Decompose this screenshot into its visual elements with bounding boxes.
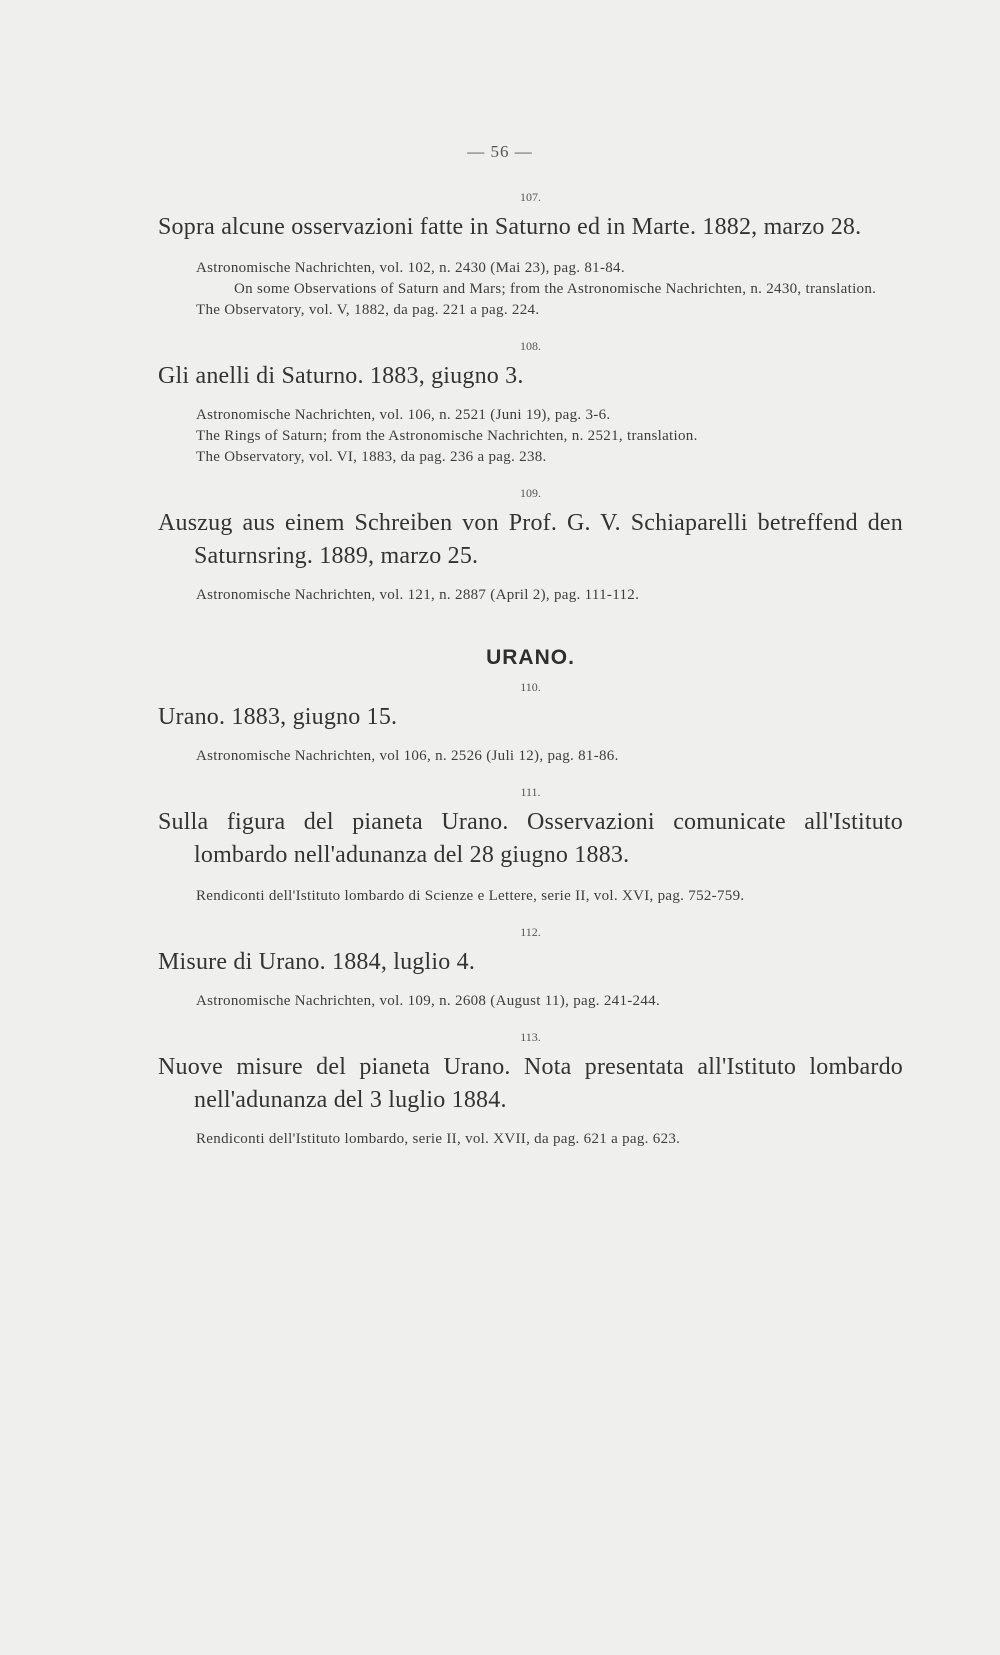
entry-title: Nuove misure del pianeta Urano. Nota presentata all'Istituto lombardo nell'adunanza del 3 luglio 1884. [158,1054,903,1113]
entry-number: 113. [520,1030,541,1044]
entry-reference [158,279,903,300]
bibliography-entry [158,339,903,468]
bibliography-entry [158,486,903,606]
entry-title: Urano. 1883, giugno 15. [158,704,398,730]
entry-reference: Astronomische Nachrichten, vol. 102, n. 2430 (Mai 23), pag. 81-84. [196,260,625,276]
entry-title: Gli anelli di Saturno. 1883, giugno 3. [158,363,524,389]
entry-reference: The Observatory, vol. V, 1882, da pag. 221 a pag. 224. [196,302,540,318]
bibliography-entry [158,190,903,321]
bibliography-entry [158,925,903,1012]
entry-reference: The Rings of Saturn; from the Astronomische Nachrichten, n. 2521, translation. [196,428,698,444]
bibliography-entry [158,680,903,767]
entry-reference: Astronomische Nachrichten, vol 106, n. 2526 (Juli 12), pag. 81-86. [196,748,619,764]
bibliography-entry [158,785,903,907]
page-number: — 56 — [467,142,533,161]
entry-title: Misure di Urano. 1884, luglio 4. [158,949,476,975]
entry-number: 111. [520,785,541,799]
bibliography-list [158,190,903,1150]
entry-reference: The Observatory, vol. VI, 1883, da pag. 236 a pag. 238. [196,449,547,465]
entry-title: Sopra alcune osservazioni fatte in Saturno ed in Marte. 1882, marzo 28. [158,214,862,240]
entry-number: 107. [520,190,541,204]
entry-title: Sulla figura del pianeta Urano. Osservazioni comunicate all'Istituto lombardo nell'adunanza del 28 giugno 1883. [158,809,903,868]
entry-reference: Astronomische Nachrichten, vol. 106, n. 2521 (Juni 19), pag. 3-6. [196,407,611,423]
entry-number: 110. [520,680,541,694]
entry-reference: Astronomische Nachrichten, vol. 121, n. 2887 (April 2), pag. 111-112. [196,587,640,603]
bibliography-entry [158,1030,903,1150]
entry-number: 109. [520,486,541,500]
entry-reference: Astronomische Nachrichten, vol. 109, n. 2608 (August 11), pag. 241-244. [196,993,661,1009]
entry-title: Auszug aus einem Schreiben von Prof. G. V. Schiaparelli betreffend den Saturnsring. 1889, marzo 25. [158,510,903,569]
entry-reference: Rendiconti dell'Istituto lombardo, serie II, vol. XVII, da pag. 621 a pag. 623. [196,1131,681,1147]
entry-reference-text: On some Observations of Saturn and Mars; from the Astronomische Nachrichten, n. 2430, translation. [234,281,877,297]
entry-number: 108. [520,339,541,353]
section-heading: URANO. [486,646,575,669]
entry-reference: Rendiconti dell'Istituto lombardo di Scienze e Lettere, serie II, vol. XVI, pag. 752-759. [196,888,745,904]
entry-number: 112. [520,925,541,939]
